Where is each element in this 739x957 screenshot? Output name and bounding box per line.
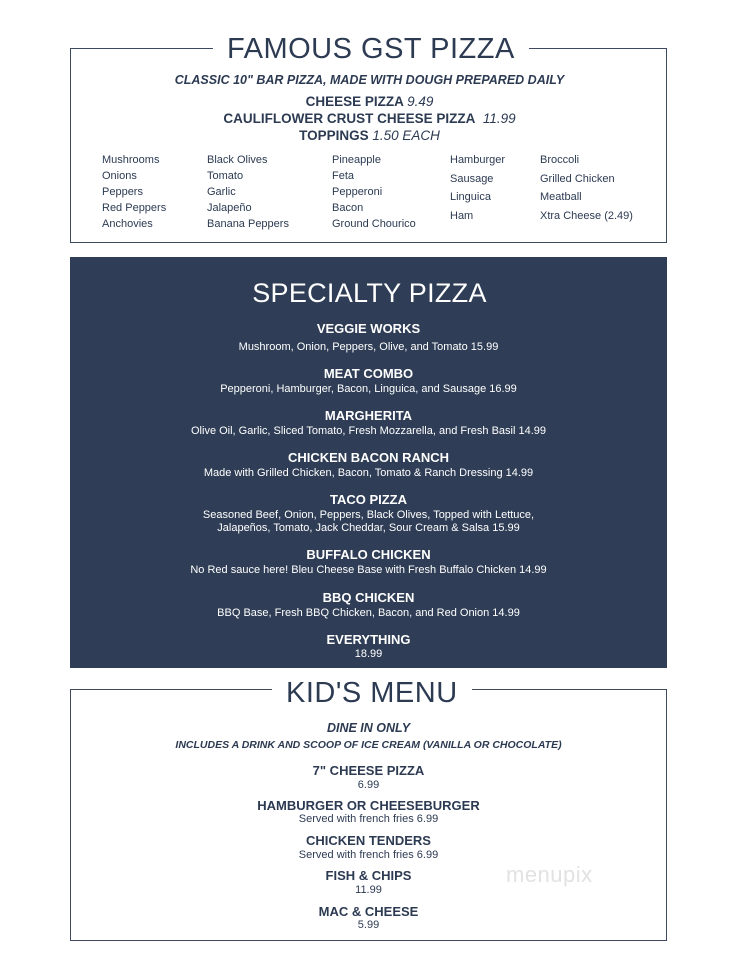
topping: Xtra Cheese (2.49) bbox=[540, 209, 633, 222]
item-price: 1.50 EACH bbox=[372, 128, 440, 143]
specialty-item-desc: Pepperoni, Hamburger, Bacon, Linguica, and Sausage 16.99 bbox=[220, 383, 517, 395]
kid-item-name: 7" CHEESE PIZZA bbox=[312, 763, 425, 778]
topping: Black Olives bbox=[207, 154, 268, 166]
topping: Mushrooms bbox=[102, 154, 160, 166]
topping: Banana Peppers bbox=[207, 218, 289, 230]
kid-item-desc: 5.99 bbox=[357, 919, 380, 931]
topping: Peppers bbox=[102, 186, 143, 198]
item-name: TOPPINGS bbox=[299, 128, 369, 143]
specialty-item-name: BBQ CHICKEN bbox=[322, 590, 415, 605]
topping: Bacon bbox=[332, 202, 364, 214]
specialty-item-desc: Jalapeños, Tomato, Jack Cheddar, Sour Cream & Salsa 15.99 bbox=[217, 522, 520, 534]
specialty-item-name: VEGGIE WORKS bbox=[316, 321, 421, 336]
toppings-column-5 bbox=[540, 152, 633, 226]
topping: Grilled Chicken bbox=[540, 172, 615, 185]
toppings-column-3 bbox=[332, 152, 416, 232]
item-name: CHEESE PIZZA bbox=[305, 94, 404, 109]
kid-item-desc: Served with french fries 6.99 bbox=[298, 813, 439, 825]
item-price: 9.49 bbox=[407, 94, 434, 109]
kid-item-name: CHICKEN TENDERS bbox=[306, 833, 431, 848]
topping: Feta bbox=[332, 170, 355, 182]
item-name: CAULIFLOWER CRUST CHEESE PIZZA bbox=[223, 111, 476, 126]
topping: Pineapple bbox=[332, 154, 381, 166]
kid-item-name: FISH & CHIPS bbox=[325, 868, 412, 883]
specialty-item-desc: BBQ Base, Fresh BBQ Chicken, Bacon, and Red Onion 14.99 bbox=[217, 607, 520, 619]
topping: Anchovies bbox=[102, 218, 153, 230]
kid-item-desc: Served with french fries 6.99 bbox=[298, 849, 439, 861]
specialty-item-name: EVERYTHING bbox=[326, 632, 411, 647]
topping: Onions bbox=[102, 170, 137, 182]
topping: Pepperoni bbox=[332, 186, 383, 198]
toppings-column-2 bbox=[207, 152, 289, 232]
topping: Broccoli bbox=[540, 154, 580, 166]
dine-in-only: DINE IN ONLY bbox=[326, 721, 411, 735]
famous-pizza-title: FAMOUS GST PIZZA bbox=[213, 33, 529, 65]
specialty-item-name: TACO PIZZA bbox=[329, 492, 408, 507]
specialty-item-desc: Olive Oil, Garlic, Sliced Tomato, Fresh Mozzarella, and Fresh Basil 14.99 bbox=[191, 425, 546, 437]
topping: Red Peppers bbox=[102, 202, 167, 214]
topping: Garlic bbox=[207, 186, 236, 198]
cauliflower-pizza-line bbox=[0, 111, 739, 126]
specialty-item-desc: Seasoned Beef, Onion, Peppers, Black Olives, Topped with Lettuce, bbox=[202, 509, 535, 521]
kid-item-desc: 6.99 bbox=[357, 779, 380, 791]
toppings-column-1 bbox=[102, 152, 166, 232]
watermark: menupix bbox=[506, 862, 593, 887]
topping: Ground Chourico bbox=[332, 218, 416, 230]
topping: Hamburger bbox=[450, 154, 506, 166]
kids-menu-title: KID'S MENU bbox=[272, 677, 472, 709]
topping: Meatball bbox=[540, 191, 582, 203]
topping: Tomato bbox=[207, 170, 244, 182]
topping: Jalapeño bbox=[207, 202, 252, 214]
cheese-pizza-line bbox=[0, 94, 739, 109]
kid-item-desc: 11.99 bbox=[355, 884, 382, 896]
specialty-item-desc: Made with Grilled Chicken, Bacon, Tomato & Ranch Dressing 14.99 bbox=[203, 467, 534, 479]
specialty-item-name: CHICKEN BACON RANCH bbox=[287, 450, 450, 465]
famous-subtitle: CLASSIC 10" BAR PIZZA, MADE WITH DOUGH PREPARED DAILY bbox=[174, 73, 565, 87]
specialty-item-name: MARGHERITA bbox=[324, 408, 413, 423]
topping: Ham bbox=[450, 209, 474, 222]
kid-item-name: MAC & CHEESE bbox=[318, 904, 419, 919]
specialty-pizza-title: SPECIALTY PIZZA bbox=[252, 278, 487, 308]
kids-includes: INCLUDES A DRINK AND SCOOP OF ICE CREAM (VANILLA OR CHOCOLATE) bbox=[175, 739, 562, 751]
item-price: 11.99 bbox=[482, 111, 516, 126]
topping: Sausage bbox=[450, 172, 494, 185]
specialty-item-name: MEAT COMBO bbox=[323, 366, 414, 381]
specialty-item-name: BUFFALO CHICKEN bbox=[306, 547, 431, 562]
specialty-item-desc: No Red sauce here! Bleu Cheese Base with Fresh Buffalo Chicken 14.99 bbox=[190, 564, 547, 576]
specialty-item-desc: 18.99 bbox=[354, 648, 383, 660]
specialty-item-desc: Mushroom, Onion, Peppers, Olive, and Tomato 15.99 bbox=[238, 341, 499, 353]
topping: Linguica bbox=[450, 191, 491, 203]
kid-item-name: HAMBURGER OR CHEESEBURGER bbox=[257, 798, 480, 813]
toppings-line bbox=[0, 128, 739, 143]
toppings-column-4 bbox=[450, 152, 505, 226]
